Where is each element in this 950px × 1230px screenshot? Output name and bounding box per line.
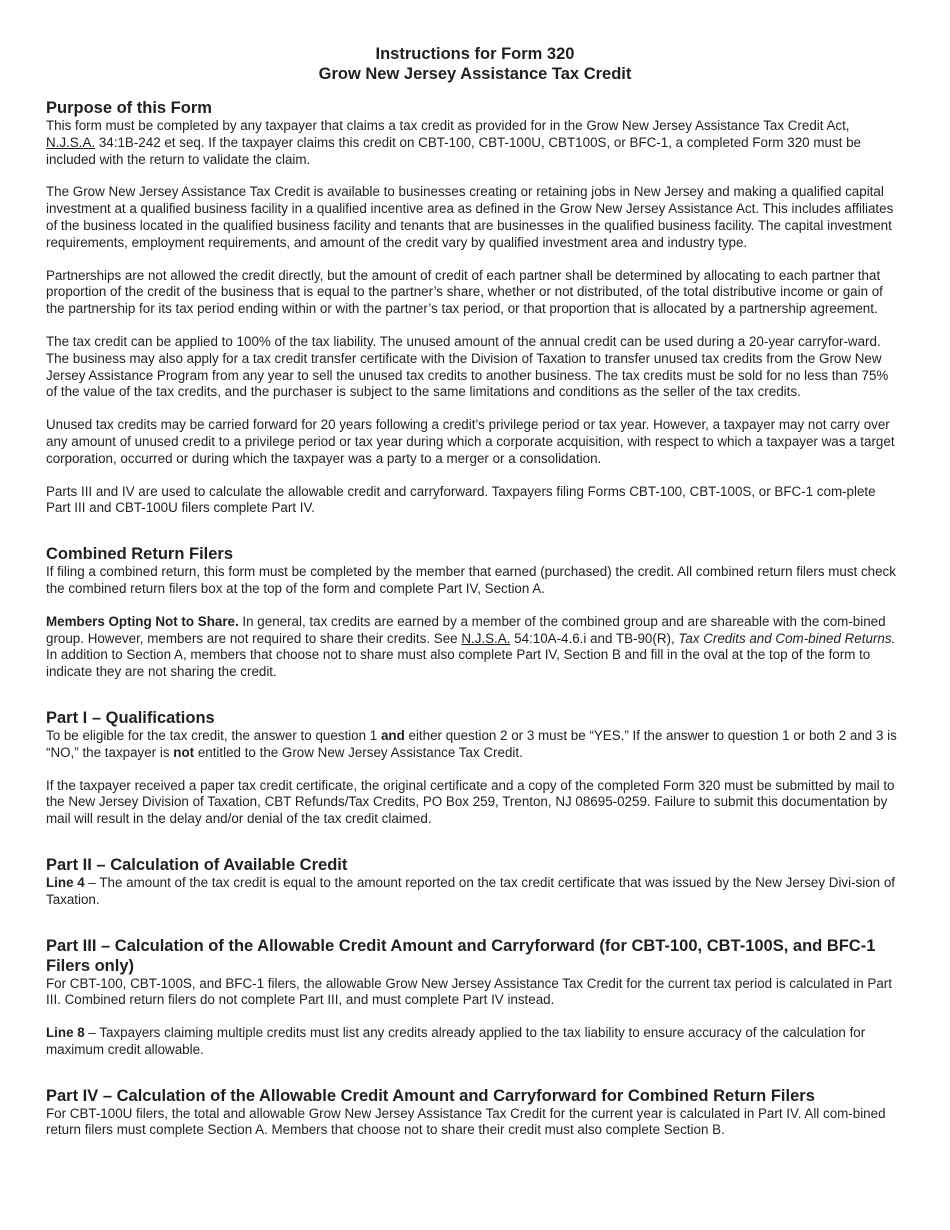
part4-paragraph-1: For CBT-100U filers, the total and allowable Grow New Jersey Assistance Tax Credit for the current year is calculated in Part IV. All com-bined return filers must complete Section A. Members that choose not to share their credit must also complete Section B. [46, 1105, 886, 1138]
purpose-paragraph-1: This form must be completed by any taxpayer that claims a tax credit as provided for in the Grow New Jersey Assistance Tax Credit Act, N.J.S.A. 34:1B-242 et seq. If the taxpayer claims this credit on CBT-100, CBT-100U, CBT100S, or BFC-1, a completed Form 320 must be included with the return to validate the claim. [46, 118, 861, 167]
document-body [0, 84, 950, 1139]
part2-heading: Part II – Calculation of Available Credit [46, 855, 348, 874]
title-line-1: Instructions for Form 320 [375, 45, 575, 63]
part4-heading: Part IV – Calculation of the Allowable Credit Amount and Carryforward for Combined Return Filers [46, 1086, 815, 1105]
combined-paragraph-2: Members Opting Not to Share. In general, tax credits are earned by a member of the combined group and are shareable with the com-bined group. However, members are not required to share their credits. See N.J.S.A. 54:10A-4.6.i and TB-90(R), Tax Credits and Com-bined Returns. In addition to Section A, members that choose not to share must also complete Part IV, Section B and fill in the oval at the top of the form to indicate they are not sharing the credit. [46, 613, 896, 680]
part1-paragraph-1: To be eligible for the tax credit, the answer to question 1 and either question 2 or 3 must be “YES.” If the answer to question 1 or both 2 and 3 is “NO,” the taxpayer is not entitled to the Grow New Jersey Assistance Tax Credit. [46, 727, 897, 760]
document-title [0, 0, 950, 84]
part3-paragraph-1: For CBT-100, CBT-100S, and BFC-1 filers, the allowable Grow New Jersey Assistance Tax Credit for the current tax period is calculated in Part III. Combined return filers do not complete Part III, and must complete Part IV instead. [46, 975, 892, 1008]
purpose-paragraph-2: The Grow New Jersey Assistance Tax Credit is available to businesses creating or retaining jobs in New Jersey and making a qualified capital investment at a qualified business facility in a qualified incentive area as defined in the Grow New Jersey Assistance Act. This includes affiliates of the business located in the qualified business facility and tenants that are businesses in the qualified business facility. The capital investment requirements, employment requirements, and amount of the credit vary by qualified investment area and industry type. [46, 184, 894, 250]
part1-paragraph-2: If the taxpayer received a paper tax credit certificate, the original certificate and a copy of the completed Form 320 must be submitted by mail to the New Jersey Division of Taxation, CBT Refunds/Tax Credits, PO Box 259, Trenton, NJ 08695-0259. Failure to submit this documentation by mail will result in the delay and/or denial of the tax credit claimed. [46, 777, 895, 827]
part3-heading: Part III – Calculation of the Allowable Credit Amount and Carryforward (for CBT-100, CBT-100S, and BFC-1 Filers only) [46, 936, 876, 975]
njsa-reference: N.J.S.A. [46, 134, 96, 150]
title-line-2: Grow New Jersey Assistance Tax Credit [318, 65, 632, 83]
purpose-paragraph-4: The tax credit can be applied to 100% of the tax liability. The unused amount of the annual credit can be used during a 20-year carryfor-ward. The business may also apply for a tax credit transfer certificate with the Division of Taxation to transfer unused tax credits from the Grow New Jersey Assistance Program from any year to sell the unused tax credits to another business. The tax credits must be sold for no less than 75% of the value of the tax credits, and the purchaser is subject to the same limitations and conditions as the seller of the tax credits. [46, 333, 889, 400]
purpose-paragraph-5: Unused tax credits may be carried forward for 20 years following a credit’s privilege period or tax year. However, a taxpayer may not carry over any amount of unused credit to a privilege period or tax year during which a corporate acquisition, with respect to which a taxpayer was a target corporation, occurred or during which the taxpayer was a party to a merger or a consolidation. [46, 417, 895, 466]
members-opting-label: Members Opting Not to Share. [46, 613, 239, 629]
part1-heading: Part I – Qualifications [46, 708, 215, 727]
line-4-label: Line 4 [46, 874, 85, 890]
njsa-reference: N.J.S.A. [461, 630, 511, 646]
part3-paragraph-2: Line 8 – Taxpayers claiming multiple credits must list any credits already applied to the tax liability to ensure accuracy of the calculation for maximum credit allowable. [46, 1025, 866, 1057]
purpose-paragraph-3: Partnerships are not allowed the credit directly, but the amount of credit of each partner shall be determined by allocating to each partner that proportion of the credit of the business that is equal to the partner’s share, whether or not distributed, of the total distributive income or gain of the partnership for its tax period ending within or with the partner’s tax period, or that proportion that is allocated by a partnership agreement. [46, 267, 883, 317]
publication-title: Tax Credits and Com-bined Returns. [678, 630, 896, 646]
purpose-paragraph-6: Parts III and IV are used to calculate the allowable credit and carryforward. Taxpayers filing Forms CBT-100, CBT-100S, or BFC-1 com-plete Part III and CBT-100U filers complete Part IV. [46, 483, 876, 516]
combined-paragraph-1: If filing a combined return, this form must be completed by the member that earned (purchased) the credit. All combined return filers must check the combined return filers box at the top of the form and complete Part IV, Section A. [46, 564, 896, 596]
combined-heading: Combined Return Filers [46, 545, 234, 564]
purpose-heading: Purpose of this Form [46, 99, 212, 117]
part2-paragraph-1: Line 4 – The amount of the tax credit is equal to the amount reported on the tax credit certificate that was issued by the New Jersey Divi-sion of Taxation. [46, 874, 896, 907]
line-8-label: Line 8 [46, 1025, 85, 1041]
